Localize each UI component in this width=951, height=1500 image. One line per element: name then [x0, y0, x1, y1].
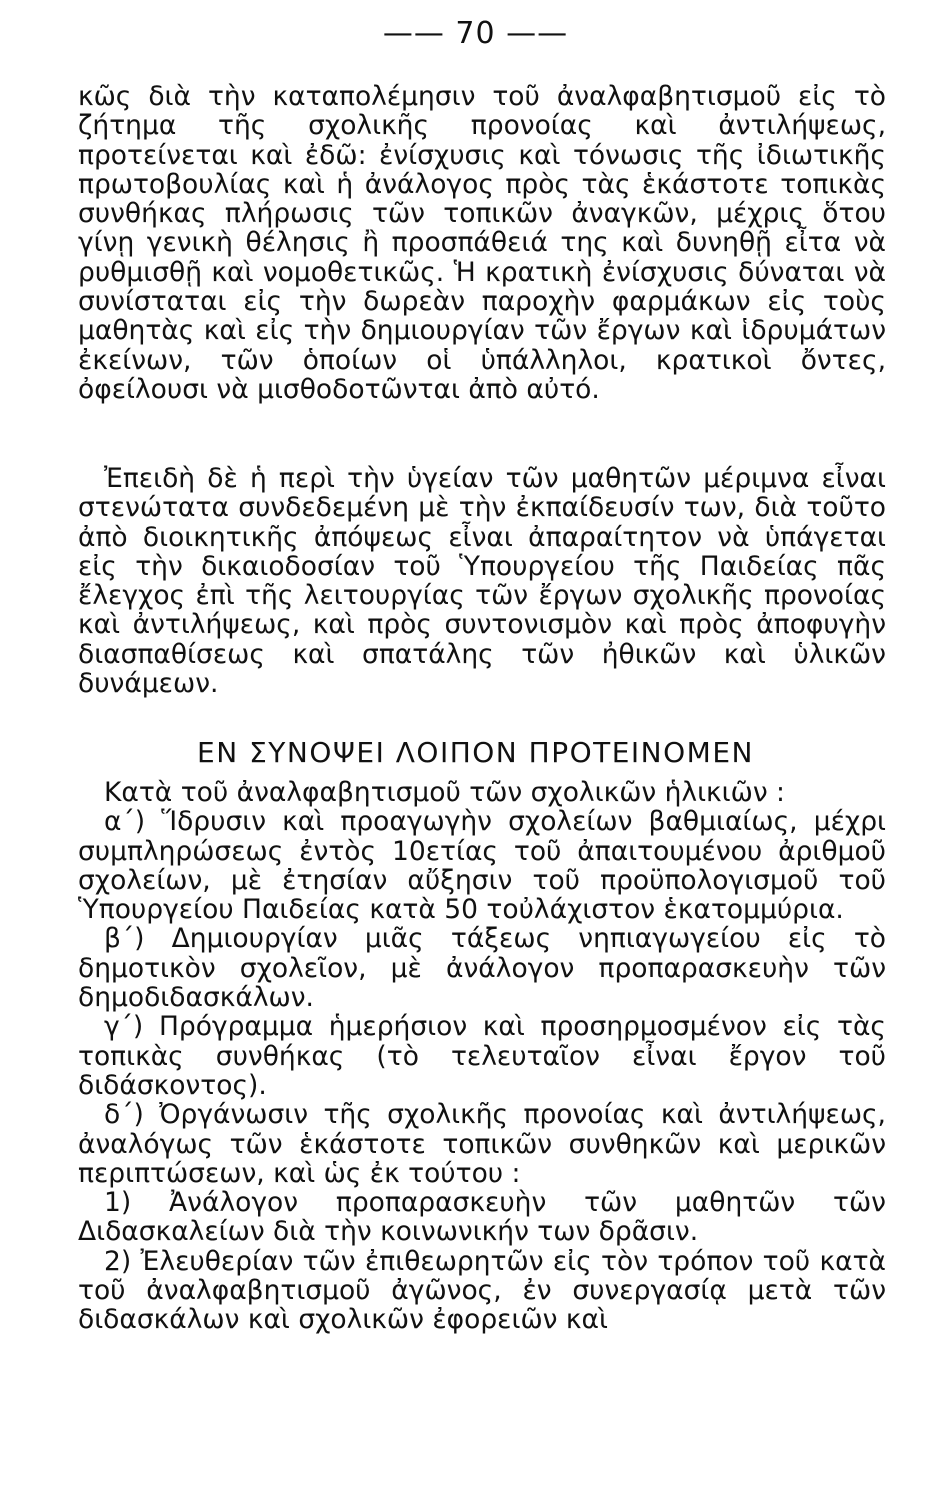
proposal-item-b: β΄) Δημιουργίαν μιᾶς τάξεως νηπιαγωγείου εἰς τὸ δημοτικὸν σχολεῖον, μὲ ἀνάλογον προπαρασκευὴν τῶν δημοδιδασκάλων.	[78, 923, 886, 1014]
proposal-item-d: δ΄) Ὀργάνωσιν τῆς σχολικῆς προνοίας καὶ ἀντιλήψεως, ἀναλόγως τῶν ἑκάστοτε τοπικῶν συνθηκῶν καὶ μερικῶν περιπτώσεων, καὶ ὡς ἐκ τούτου :	[78, 1099, 886, 1189]
proposals-intro: Κατὰ τοῦ ἀναλφαβητισμοῦ τῶν σχολικῶν ἡλικιῶν :	[104, 777, 785, 808]
paragraph-health-care: Ἐπειδὴ δὲ ἡ περὶ τὴν ὑγείαν τῶν μαθητῶν μέριμνα εἶναι στενώτατα συνδεδεμένη μὲ τὴν ἐκπαίδευσίν των, διὰ τοῦτο ἀπὸ διοικητικῆς ἀπόψεως εἶναι ἀπαραίτητον νὰ ὑπάγεται εἰς τὴν δικαιοδοσίαν τοῦ Ὑπουργείου τῆς Παιδείας πᾶς ἔλεγχος ἐπὶ τῆς λειτουργίας τῶν ἔργων σχολικῆς προνοίας καὶ ἀντιλήψεως, καὶ πρὸς συντονισμὸν καὶ πρὸς ἀποφυγὴν διασπαθίσεως καὶ σπατάλης τῶν ἠθικῶν καὶ ὑλικῶν δυνάμεων.	[78, 463, 886, 700]
section-heading: ΕΝ ΣΥΝΟΨΕΙ ΛΟΙΠΟΝ ΠΡΟΤΕΙΝΟΜΕΝ	[197, 736, 754, 769]
paragraph-continuation: κῶς διὰ τὴν καταπολέμησιν τοῦ ἀναλφαβητισμοῦ εἰς τὸ ζήτημα τῆς σχολικῆς προνοίας καὶ ἀντιλήψεως, προτείνεται καὶ ἐδῶ: ἐνίσχυσις καὶ τόνωσις τῆς ἰδιωτικῆς πρωτοβουλίας καὶ ἡ ἀνάλογος πρὸς τὰς ἑκάστοτε τοπικὰς συνθήκας πλήρωσις τῶν τοπικῶν ἀναγκῶν, μέχρις ὅτου γίνῃ γενικὴ θέλησις ἢ προσπάθειά της καὶ δυνηθῇ εἶτα νὰ ρυθμισθῇ καὶ νομοθετικῶς. Ἡ κρατικὴ ἐνίσχυσις δύναται νὰ συνίσταται εἰς τὴν δωρεὰν παροχὴν φαρμάκων εἰς τοὺς μαθητὰς καὶ εἰς τὴν δημιουργίαν τῶν ἔργων καὶ ἱδρυμάτων ἐκείνων, τῶν ὁποίων οἱ ὑπάλληλοι, κρατικοὶ ὄντες, ὀφείλουσι νὰ μισθοδοτῶνται ἀπὸ αὐτό.	[78, 81, 886, 405]
proposal-subitem-2: 2) Ἐλευθερίαν τῶν ἐπιθεωρητῶν εἰς τὸν τρόπον τοῦ κατὰ τοῦ ἀναλφαβητισμοῦ ἀγῶνος, ἐν συνεργασίᾳ μετὰ τῶν διδασκάλων καὶ σχολικῶν ἐφορειῶν καὶ	[78, 1245, 886, 1336]
proposal-subitem-1: 1) Ἀνάλογον προπαρασκευὴν τῶν μαθητῶν τῶν Διδασκαλείων διὰ τὴν κοινωνικήν των δρᾶσιν.	[78, 1187, 886, 1248]
page-number: —— 70 ——	[382, 16, 569, 51]
proposal-item-c: γ΄) Πρόγραμμα ἡμερήσιον καὶ προσηρμοσμένον εἰς τὰς τοπικὰς συνθήκας (τὸ τελευταῖον εἶναι ἔργον τοῦ διδάσκοντος).	[78, 1011, 886, 1101]
body-text-second	[78, 464, 886, 698]
proposal-item-a: α΄) Ἵδρυσιν καὶ προαγωγὴν σχολείων βαθμιαίως, μέχρι συμπληρώσεως ἐντὸς 10ετίας τοῦ ἀπαιτουμένου ἀριθμοῦ σχολείων, μὲ ἐτησίαν αὔξησιν τοῦ προϋπολογισμοῦ τοῦ Ὑπουργείου Παιδείας κατὰ 50 τοὐλάχιστον ἑκατομμύρια.	[78, 806, 886, 926]
proposals-list	[78, 778, 886, 1335]
body-text-continued	[78, 82, 886, 404]
